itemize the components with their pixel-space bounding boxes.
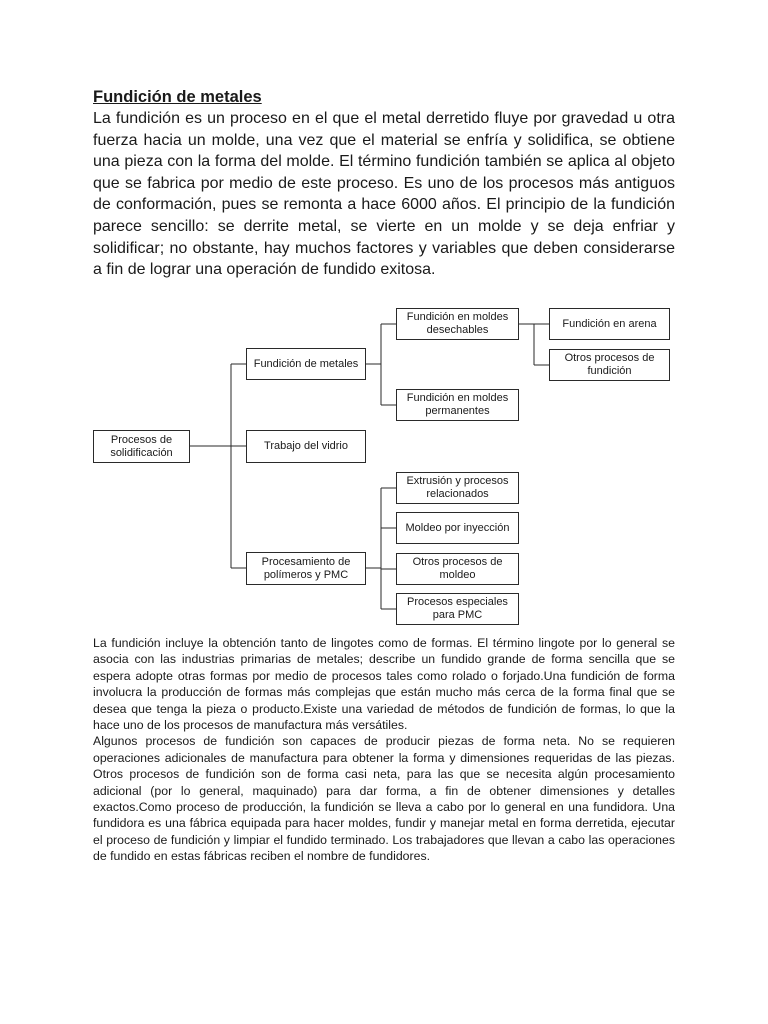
body-paragraph: Algunos procesos de fundición son capaces de producir piezas de forma neta. No se requieren operaciones adicionales de manufactura para obtener la forma y dimensiones requeridas de las piezas. Otros procesos de fundición son de forma casi neta, para las que se necesita algún procesamiento adicional (por lo general, maquinado) para dar forma, a fin de obtener dimensiones y detalles exactos.Como proceso de producción, la fundición se lleva a cabo por lo general en una fundidora. Una fundidora es una fábrica equipada para hacer moldes, fundir y manejar metal en forma derretida, ejecutar el proceso de fundición y limpiar el fundido terminado. Los trabajadores que llevan a cabo las operaciones de fundido en estas fábricas reciben el nombre de fundidores. xyxy=(93,734,675,864)
page-title: Fundición de metales xyxy=(93,88,262,106)
body-text xyxy=(93,635,675,865)
body-paragraph: La fundición incluye la obtención tanto de lingotes como de formas. El término lingote por lo general se asocia con las industrias primarias de metales; describe un fundido grande de forma sencilla que se espera adopte otras formas por medio de procesos tales como rolado o forjado.Una fundición de forma involucra la producción de formas más complejas que están mucho más cerca de la forma final que se desea que tenga la pieza o producto.Existe una variedad de métodos de fundición de formas, lo que la hace uno de los procesos de manufactura más versátiles. xyxy=(93,636,675,733)
node-other-casting: Otros procesos de fundición xyxy=(549,349,670,381)
node-metal-casting: Fundición de metales xyxy=(246,348,366,380)
node-sand-casting: Fundición en arena xyxy=(549,308,670,340)
diagram-connectors xyxy=(0,296,768,630)
node-disposable-molds: Fundición en moldes desechables xyxy=(396,308,519,340)
intro-paragraph: La fundición es un proceso en el que el metal derretido fluye por gravedad u otra fuerza hacia un molde, una vez que el material se enfría y solidifica, se obtiene una pieza con la forma del molde. El término fundición también se aplica al objeto que se fabrica por medio de este proceso. Es uno de los procesos más antiguos de conformación, pues se remonta a hace 6000 años. El principio de la fundición parece sencillo: se derrite metal, se vierte en un molde y se deja enfriar y solidificar; no obstante, hay muchos factores y variables que deben considerarse a fin de lograr una operación de fundido exitosa. xyxy=(93,110,675,279)
node-injection-molding: Moldeo por inyección xyxy=(396,512,519,544)
node-permanent-molds: Fundición en moldes permanentes xyxy=(396,389,519,421)
node-glass-working: Trabajo del vidrio xyxy=(246,430,366,463)
node-special-pmc: Procesos especiales para PMC xyxy=(396,593,519,625)
node-solidification-processes: Procesos de solidificación xyxy=(93,430,190,463)
node-other-molding: Otros procesos de moldeo xyxy=(396,553,519,585)
solidification-process-diagram xyxy=(0,296,768,630)
node-extrusion: Extrusión y procesos relacionados xyxy=(396,472,519,504)
node-polymer-processing: Procesamiento de polímeros y PMC xyxy=(246,552,366,585)
